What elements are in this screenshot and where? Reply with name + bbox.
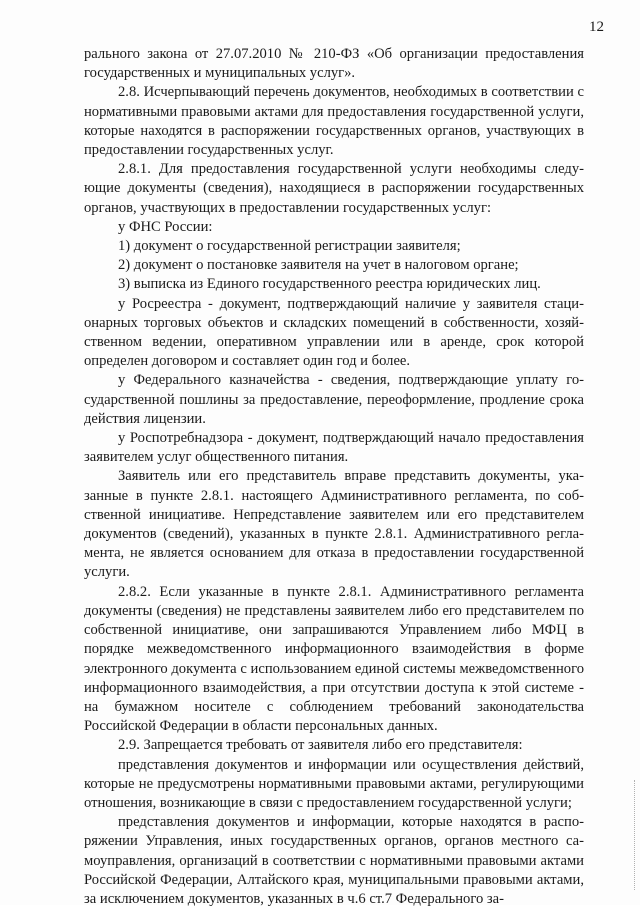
page-number: 12	[589, 19, 604, 35]
paragraph: 3) выписка из Единого государственного реестра юридических лиц.	[118, 276, 541, 293]
paragraph: 2) документ о постановке заявителя на учет в налоговом органе;	[118, 257, 519, 274]
paragraph: 2.8.1. Для предоставления государственной услуги необходимы следующие документы (сведения), находящиеся в распоряжении государственных органов, участвующих в предоставлении государственных услуг:	[84, 161, 584, 216]
paragraph: 1) документ о государственной регистрации заявителя;	[118, 238, 461, 255]
paragraph: у Федерального казначейства - сведения, подтверждающие уплату государственной пошлины за предоставление, переоформление, продление срока действия лицензии.	[84, 372, 584, 427]
paragraph: Заявитель или его представитель вправе представить документы, указанные в пункте 2.8.1. настоящего Административного регламента, по собственной инициативе. Непредставление заявителем или его представителем документов (сведений), указанных в пункте 2.8.1. Административного регламента, не является основанием для отказа в предоставлении государственной услуги.	[84, 468, 584, 581]
paragraph: у Росреестра - документ, подтверждающий наличие у заявителя стационарных торговых объектов и складских помещений в собственности, хозяйственном ведении, оперативном управлении или в аренде, срок которой определен договором и составляет один год и более.	[84, 295, 584, 370]
paragraph: 2.8.2. Если указанные в пункте 2.8.1. Административного регламента документы (сведения) не представлены заявителем либо его представителем по собственной инициативе, они запрашиваются Управлением либо МФЦ в порядке межведомственного информационного взаимодействия в форме электронного документа с использованием единой системы межведомственного информационного взаимодействия, а при отсутствии доступа к этой системе - на бумажном носителе с соблюдением требований законодательства Российской Федерации в области персональных данных.	[84, 583, 584, 735]
paragraph: у ФНС России:	[118, 218, 213, 235]
document-body	[84, 45, 584, 909]
paragraph: рального закона от 27.07.2010 № 210-ФЗ «Об организации предоставления государственных и муниципальных услуг».	[84, 46, 584, 82]
paragraph: у Роспотребнадзора - документ, подтверждающий начало предоставления заявителем услуг общественного питания.	[84, 430, 584, 466]
paragraph: представления документов и информации, которые находятся в распоряжении Управления, иных государственных органов, органов местного самоуправления, организаций в соответствии с нормативными правовыми актами Российской Федерации, Алтайского края, муниципальными правовыми актами, за исключением документов, указанных в ч.6 ст.7 Федерального за-	[84, 814, 584, 907]
scan-edge-mark	[634, 780, 638, 890]
paragraph: 2.9. Запрещается требовать от заявителя либо его представителя:	[118, 737, 523, 754]
paragraph: 2.8. Исчерпывающий перечень документов, необходимых в соответствии с нормативными правовыми актами для предоставления государственной услуги, которые находятся в распоряжении государственных органов, участвующих в предоставлении государственных услуг.	[84, 84, 584, 159]
paragraph: представления документов и информации или осуществления действий, которые не предусмотрены нормативными правовыми актами, регулирующими отношения, возникающие в связи с предоставлением государственной услуги;	[84, 756, 584, 811]
